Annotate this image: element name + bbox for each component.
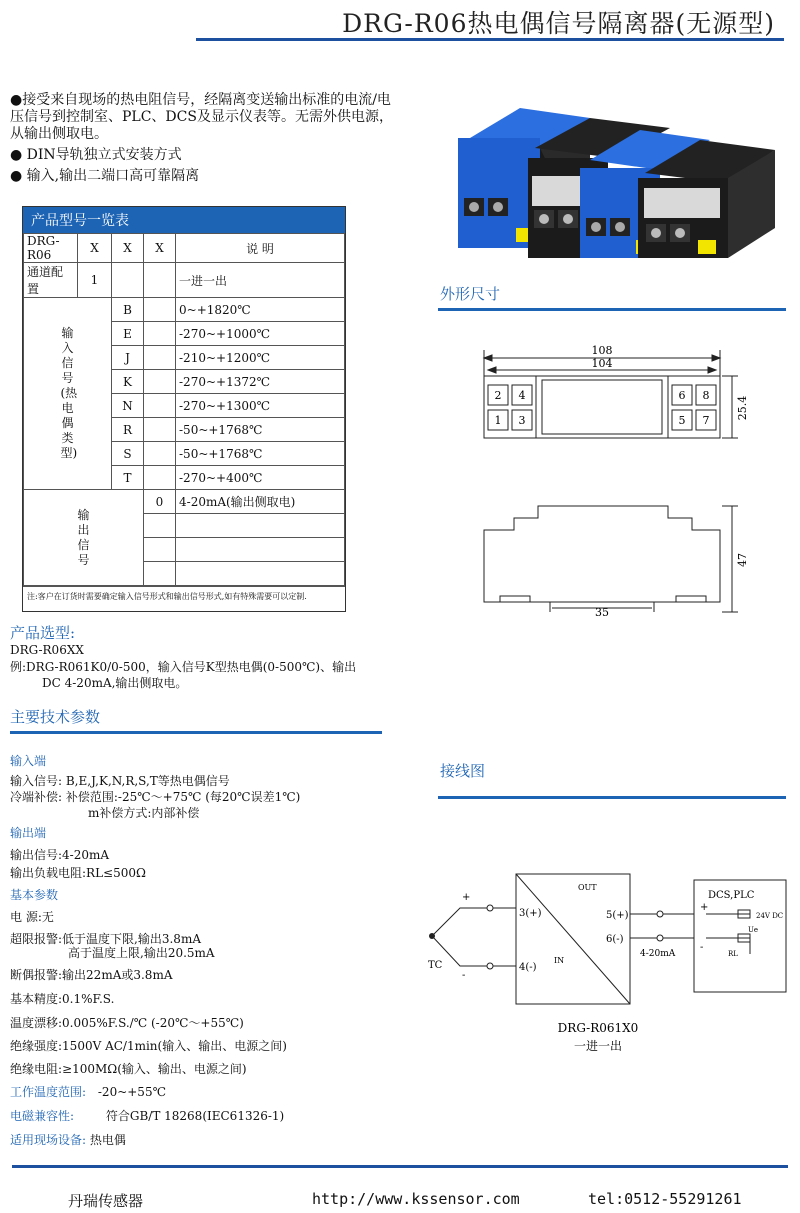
dim-108: 108 [591,344,613,357]
footer-company: 丹瑞传感器 [68,1192,144,1210]
product-image [440,78,790,268]
input-code: T [112,466,144,490]
input-desc: -50~+1768℃ [176,418,345,442]
param-field [10,1131,126,1148]
param-temp-label: 工作温度范围: [10,1085,87,1099]
param-alarm: 超限报警:低于温度下限,输出3.8mA [10,932,201,946]
intro-p1: ●接受来自现场的热电阻信号，经隔离变送输出标准的电流/电压信号到控制室、PLC、DCS及显示仪表等。无需外供电源，从输出侧取电。 [10,92,393,142]
dimension-drawing [470,340,770,630]
footer-rule [12,1165,788,1168]
terminal-6-label: 6 [678,389,686,402]
x-cell: X [144,234,176,263]
param-resistance: 绝缘电阻:≥100MΩ(输入、输出、电源之间) [10,1062,247,1076]
param-break: 断偶报警:输出22mA或3.8mA [10,968,173,982]
input-code: S [112,442,144,466]
input-code: E [112,322,144,346]
dim-35: 35 [595,606,609,619]
channel-label: 通道配置 [24,263,78,298]
input-desc: -270~+1372℃ [176,370,345,394]
desc-header: 说 明 [176,234,345,263]
dimensions-heading: 外形尺寸 [440,285,501,303]
rl-label: RL [728,950,738,958]
tc-minus-node [487,963,493,969]
dim-25-4: 25.4 [736,395,749,421]
param-temp [10,1083,166,1100]
out-plus-terminal: 5(+) [606,910,629,921]
output-desc: 4-20mA(输出侧取电) [176,490,345,514]
channel-code: 1 [78,263,112,298]
input-code: J [112,346,144,370]
param-power: 电 源:无 [10,910,54,924]
in-plus-terminal: 3(+) [519,908,542,919]
param-field-value: 热电偶 [89,1133,126,1147]
intro-text [10,92,400,189]
wiring-heading: 接线图 [440,762,486,780]
param-drift: 温度漂移:0.005%F.S./℃ (-20℃～+55℃) [10,1016,244,1030]
selection-line1: DRG-R06XX [10,643,84,657]
terminal-5-label: 5 [678,414,686,427]
param-alarm-high: 高于温度上限,输出20.5mA [68,946,215,960]
param-field-label: 适用现场设备: [10,1133,87,1147]
tc-minus-label: - [462,970,466,981]
in-minus-terminal: 4(-) [519,962,537,973]
param-input-signal: 输入信号: B,E,J,K,N,R,S,T等热电偶信号 [10,774,230,788]
dim-47: 47 [736,553,749,567]
intro-p3: ● 输入,输出二端口高可靠隔离 [10,168,200,184]
tc-label: TC [428,960,443,971]
wiring-model: DRG-R061X0 [557,1021,639,1035]
param-temp-value: -20~+55℃ [97,1085,167,1099]
param-out-signal: 输出信号:4-20mA [10,848,110,862]
terminal-7-label: 7 [702,414,710,427]
wiring-rule [438,796,786,799]
input-code: K [112,370,144,394]
in-label: IN [554,956,565,965]
terminal-1-label: 1 [494,414,502,427]
param-cjc-mode: m补偿方式:内部补偿 [88,806,200,820]
params-list [10,752,430,1152]
terminal-4-label: 4 [518,389,526,402]
title-rule [196,38,784,41]
out-minus-node [657,935,663,941]
input-desc: -270~+1300℃ [176,394,345,418]
dcs-label: DCS,PLC [708,890,755,901]
output-subheading: 输出端 [10,826,47,840]
param-out-load: 输出负载电阻:RL≤500Ω [10,866,146,880]
channel-desc: 一进一出 [176,263,345,298]
input-code: N [112,394,144,418]
params-heading: 主要技术参数 [10,708,101,726]
terminal-8-label: 8 [702,389,710,402]
table-note: 注:客户在订货时需要确定输入信号形式和输出信号形式,如有特殊需要可以定制. [23,586,345,611]
param-cjc: 冷端补偿: 补偿范围:-25℃～+75℃ (每20℃误差1℃) [10,790,301,804]
current-label: 4-20mA [640,949,676,959]
basic-subheading: 基本参数 [10,888,59,902]
model-grid [23,233,345,586]
input-label: 输入信号(热电偶类型) [60,326,78,460]
input-desc: -270~+1000℃ [176,322,345,346]
model-cell: DRG-R06 [24,234,78,263]
param-emc [10,1107,284,1124]
dcs-minus-label: - [700,942,704,953]
selection-heading: 产品选型: [10,624,76,642]
input-desc: -50~+1768℃ [176,442,345,466]
model-table [22,206,346,612]
wiring-desc: 一进一出 [573,1039,623,1053]
footer-url[interactable]: http://www.kssensor.com [312,1190,520,1208]
param-strength: 绝缘强度:1500V AC/1min(输入、输出、电源之间) [10,1039,287,1053]
selection-line3: DC 4-20mA,输出侧取电。 [42,676,188,690]
wiring-diagram [420,860,792,1060]
param-emc-label: 电磁兼容性: [10,1109,75,1123]
dim-104: 104 [591,357,613,370]
param-accuracy: 基本精度:0.1%F.S. [10,992,115,1006]
tc-plus-label: + [462,892,471,903]
x-cell: X [78,234,112,263]
footer-tel: tel:0512-55291261 [588,1190,742,1208]
selection-line2: 例:DRG-R061K0/0-500，输入信号K型热电偶(0-500℃)、输出 [10,660,357,674]
out-label: OUT [578,883,597,892]
tc-junction [429,933,435,939]
x-cell: X [112,234,144,263]
input-code: R [112,418,144,442]
intro-p2: ● DIN导轨独立式安装方式 [10,147,182,163]
param-emc-value: 符合GB/T 18268(IEC61326-1) [105,1109,285,1123]
model-table-header: 产品型号一览表 [23,207,345,233]
out-plus-node [657,911,663,917]
input-desc: -210~+1200℃ [176,346,345,370]
terminal-3-label: 3 [518,414,526,427]
out-minus-terminal: 6(-) [606,934,624,945]
output-label: 输出信号 [77,507,90,567]
input-desc: -270~+400℃ [176,466,345,490]
params-rule [10,731,382,734]
dcs-plus-label: + [700,902,709,913]
supply-label: 24V DC [756,912,784,920]
dimensions-rule [438,308,786,311]
tc-plus-node [487,905,493,911]
output-code: 0 [144,490,176,514]
terminal-2-label: 2 [494,389,502,402]
ue-label: Ue [748,926,759,934]
input-subheading: 输入端 [10,754,47,768]
input-desc: 0~+1820℃ [176,298,345,322]
input-code: B [112,298,144,322]
page-title: DRG-R06热电偶信号隔离器(无源型) [342,9,775,38]
